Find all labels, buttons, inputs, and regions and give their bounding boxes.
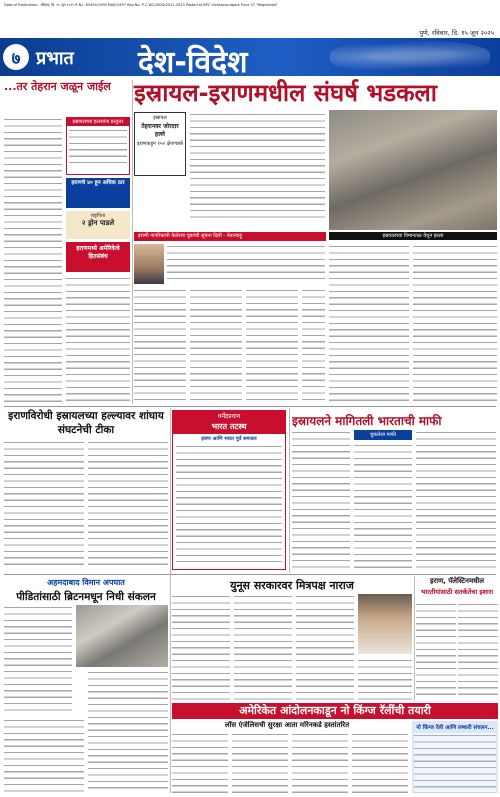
article6-headline: भारतीयांसाठी सतर्कतेचा इशारा <box>420 588 494 596</box>
article-text <box>458 602 498 700</box>
center-box-text <box>176 444 282 562</box>
box-text <box>69 128 127 168</box>
article-text <box>292 430 350 570</box>
article-text <box>296 594 354 700</box>
article-text <box>354 443 412 570</box>
article-text <box>234 594 292 700</box>
center-box-sub: इराण आणि भारत पूर्व समजल <box>201 436 257 442</box>
info-box-killed <box>66 117 130 175</box>
world-map-graphic <box>330 41 490 73</box>
box-title: २ ड्रोन पाडले <box>81 219 115 227</box>
article-text <box>302 288 325 402</box>
kicker-label: इस्रायल <box>153 115 167 121</box>
article-text <box>358 658 412 700</box>
article7-sidebox <box>412 721 498 793</box>
kicker-title: तेहरानवर जोरदार हल्ले <box>141 123 179 138</box>
center-kicker-box <box>134 112 186 176</box>
netanyahu-photo <box>134 244 164 284</box>
issue-date: पुणे, रविवार, दि. १५ जून २०२५ <box>419 29 494 37</box>
article-text <box>232 732 288 793</box>
column-rule <box>132 80 133 404</box>
lead-headline: इस्रायल-इराणमधील संघर्ष भडकला <box>134 79 438 107</box>
crash-site-photo <box>76 605 168 667</box>
divider <box>4 574 496 575</box>
box-kicker: राष्ट्रपिता <box>90 213 106 219</box>
article-text <box>292 732 348 793</box>
article-text <box>4 605 72 715</box>
box-kicker: इस्रायलच्या हल्ल्यांना प्रत्युत्तर <box>67 118 129 126</box>
publication-info: Date of Publication : रविवार, दि. १५ जून २०२५ R.N.I. 63494/1995 MAR/1997 Reg.No. P-C-WC/0026/2012-2023 Posted at BPC Vivekanandpark Pune 37 "Registered" <box>4 3 278 7</box>
article-text <box>246 288 298 402</box>
article-text <box>413 244 497 402</box>
column-rule <box>289 408 290 573</box>
article-text <box>66 276 130 401</box>
article4-kicker: अहमदाबाद विमान अपघात <box>47 578 125 587</box>
section-title: देश-विदेश <box>138 45 248 80</box>
article3-headline: इस्रायलने मागितली भारताची माफी <box>292 414 442 428</box>
article-text <box>88 440 168 570</box>
side-headline: ...तर तेहरान जळून जाईल <box>4 80 111 93</box>
center-box-kicker: धर्मेंद्रप्रधान <box>173 411 285 421</box>
center-box <box>172 410 286 570</box>
photo-caption: इस्रायलच्या विमानतळ येथून हल्ला <box>329 232 497 240</box>
article-text <box>416 602 456 700</box>
yunus-photo <box>358 594 412 654</box>
info-box-us-interests <box>66 242 130 272</box>
quote-text <box>167 244 325 284</box>
page-number: ७ <box>11 49 21 69</box>
article-text <box>172 732 228 793</box>
article-text <box>190 288 242 402</box>
info-box-blue <box>66 178 130 208</box>
article7-headline: अमेरिकेत आंदोलनकाडून नो किंग्ज रॅलींची तयारी <box>172 703 498 719</box>
article-text <box>88 670 168 793</box>
info-box-drones <box>66 211 130 239</box>
lead-photo <box>329 110 497 230</box>
article3-tag: चुकलेला माफी <box>354 430 412 440</box>
article4-headline: पीडितांसाठी ब्रिटनमधून निधी संकलन <box>16 591 156 603</box>
article-text <box>4 440 84 570</box>
lead-intro-text <box>190 112 325 222</box>
brand-logo: प्रभात <box>36 48 74 69</box>
column-rule <box>414 576 415 701</box>
article-text <box>134 288 186 402</box>
article-text <box>4 117 62 402</box>
box-title: इराणचे ४० हून अधिक ठार <box>71 180 125 186</box>
article-text <box>172 594 230 700</box>
article6-kicker: इराण, पॅलेस्टिनमधील <box>430 577 484 585</box>
sidebox-text <box>414 733 496 793</box>
article-text <box>329 244 409 402</box>
kicker-sub: इराणकडून १५० क्षेपणास्त्रे <box>137 141 183 147</box>
article-text <box>4 718 84 793</box>
box-title: इराणमध्ये अमेरिकेचे हितसंबंध <box>76 245 120 260</box>
column-rule <box>170 408 171 793</box>
page-header <box>0 38 500 80</box>
article-text <box>416 430 496 570</box>
article7-subhead: लॉस एंजेलिसची सुरक्षा आता मरिनकडे हस्तांतरित <box>224 721 350 729</box>
sidebox-title: नो किंग्ज रॅली आणि लष्करी संचलन... <box>416 725 494 731</box>
article-text <box>352 732 408 793</box>
article5-headline: युनूस सरकारवर मित्रपक्ष नाराज <box>230 579 354 592</box>
lead-strip: इराणी नागरिकांनी केलेल्या चुकांची सूचना दिली - नेतान्याहू <box>134 232 326 241</box>
article2-headline: इराणविरोधी इस्रायलच्या हल्ल्यावर शांघाय संघटनेची टीका <box>8 410 164 436</box>
center-box-title: भारत तटस्थ <box>173 421 285 434</box>
divider <box>4 406 496 407</box>
